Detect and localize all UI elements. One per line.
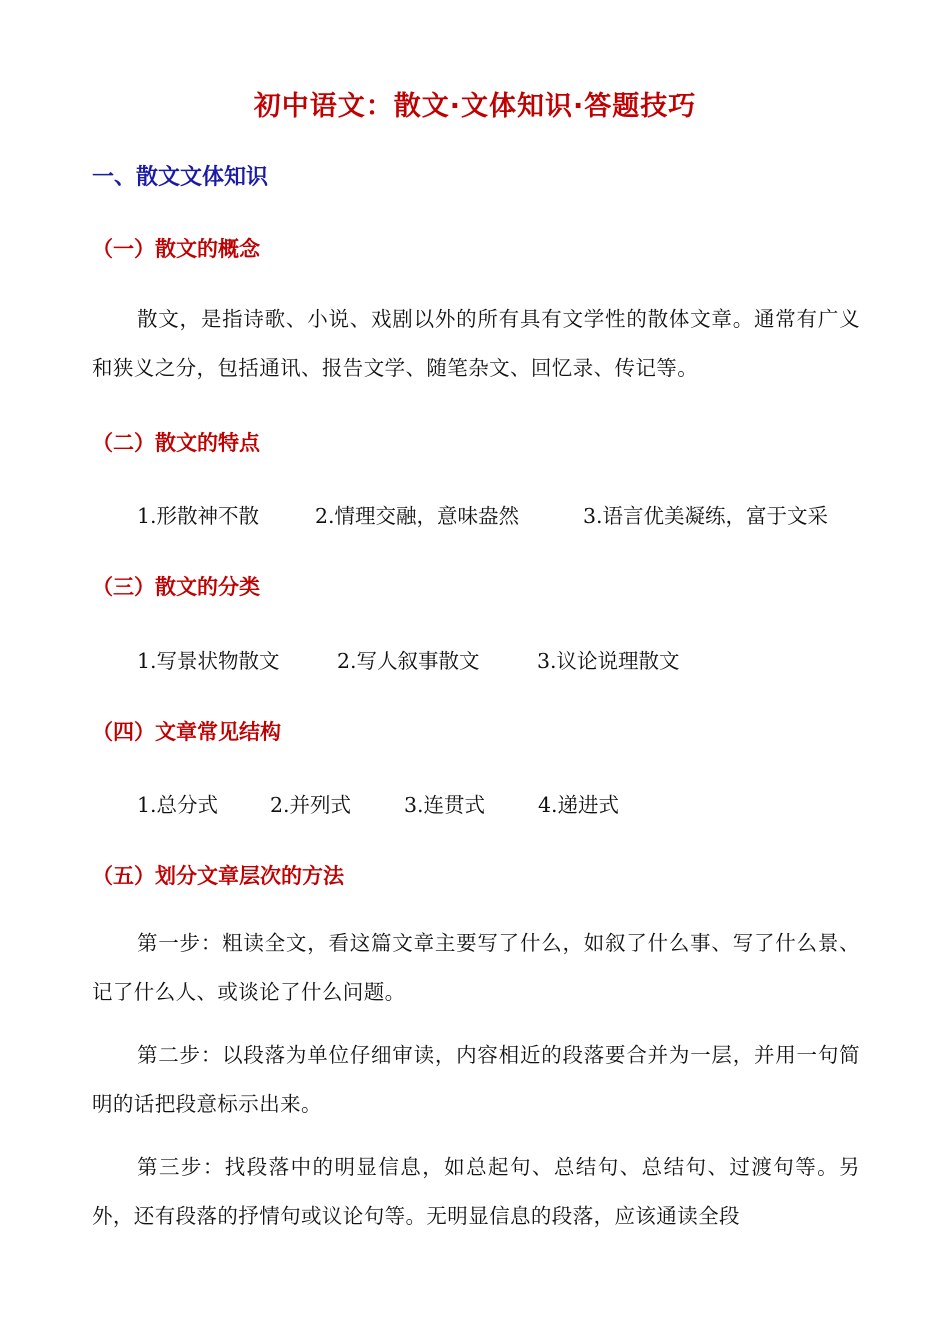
feature-item: 2.情理交融，意味盎然 xyxy=(315,504,520,528)
subheading-categories: （三）散文的分类 xyxy=(92,575,260,599)
features-list xyxy=(137,499,828,529)
category-item: 3.议论说理散文 xyxy=(537,649,680,673)
step-paragraph: 第三步：找段落中的明显信息，如总起句、总结句、总结句、过渡句等。另外，还有段落的抒情句或议论句等。无明显信息的段落，应该通读全段 xyxy=(92,1155,860,1228)
structures-list xyxy=(137,788,619,818)
subheading-structures: （四）文章常见结构 xyxy=(92,720,281,744)
structure-item: 3.连贯式 xyxy=(404,793,486,817)
section-heading-style-knowledge: 一、散文文体知识 xyxy=(92,165,269,190)
step-paragraph: 第二步：以段落为单位仔细审读，内容相近的段落要合并为一层，并用一句简明的话把段意标示出来。 xyxy=(92,1043,860,1116)
step-paragraph: 第一步：粗读全文，看这篇文章主要写了什么，如叙了什么事、写了什么景、记了什么人、或谈论了什么问题。 xyxy=(92,931,860,1004)
structure-item: 4.递进式 xyxy=(538,793,620,817)
category-item: 1.写景状物散文 xyxy=(137,649,280,673)
subheading-layering-method: （五）划分文章层次的方法 xyxy=(92,864,344,888)
page-title: 初中语文：散文·文体知识·答题技巧 xyxy=(253,91,697,122)
structure-item: 2.并列式 xyxy=(270,793,352,817)
subheading-features: （二）散文的特点 xyxy=(92,431,260,455)
categories-list xyxy=(137,644,680,674)
feature-item: 1.形散神不散 xyxy=(137,504,260,528)
subheading-concept: （一）散文的概念 xyxy=(92,237,260,261)
feature-item: 3.语言优美凝练，富于文采 xyxy=(583,504,829,528)
structure-item: 1.总分式 xyxy=(137,793,219,817)
category-item: 2.写人叙事散文 xyxy=(337,649,480,673)
concept-paragraph: 散文，是指诗歌、小说、戏剧以外的所有具有文学性的散体文章。通常有广义和狭义之分，包括通讯、报告文学、随笔杂文、回忆录、传记等。 xyxy=(92,307,860,380)
